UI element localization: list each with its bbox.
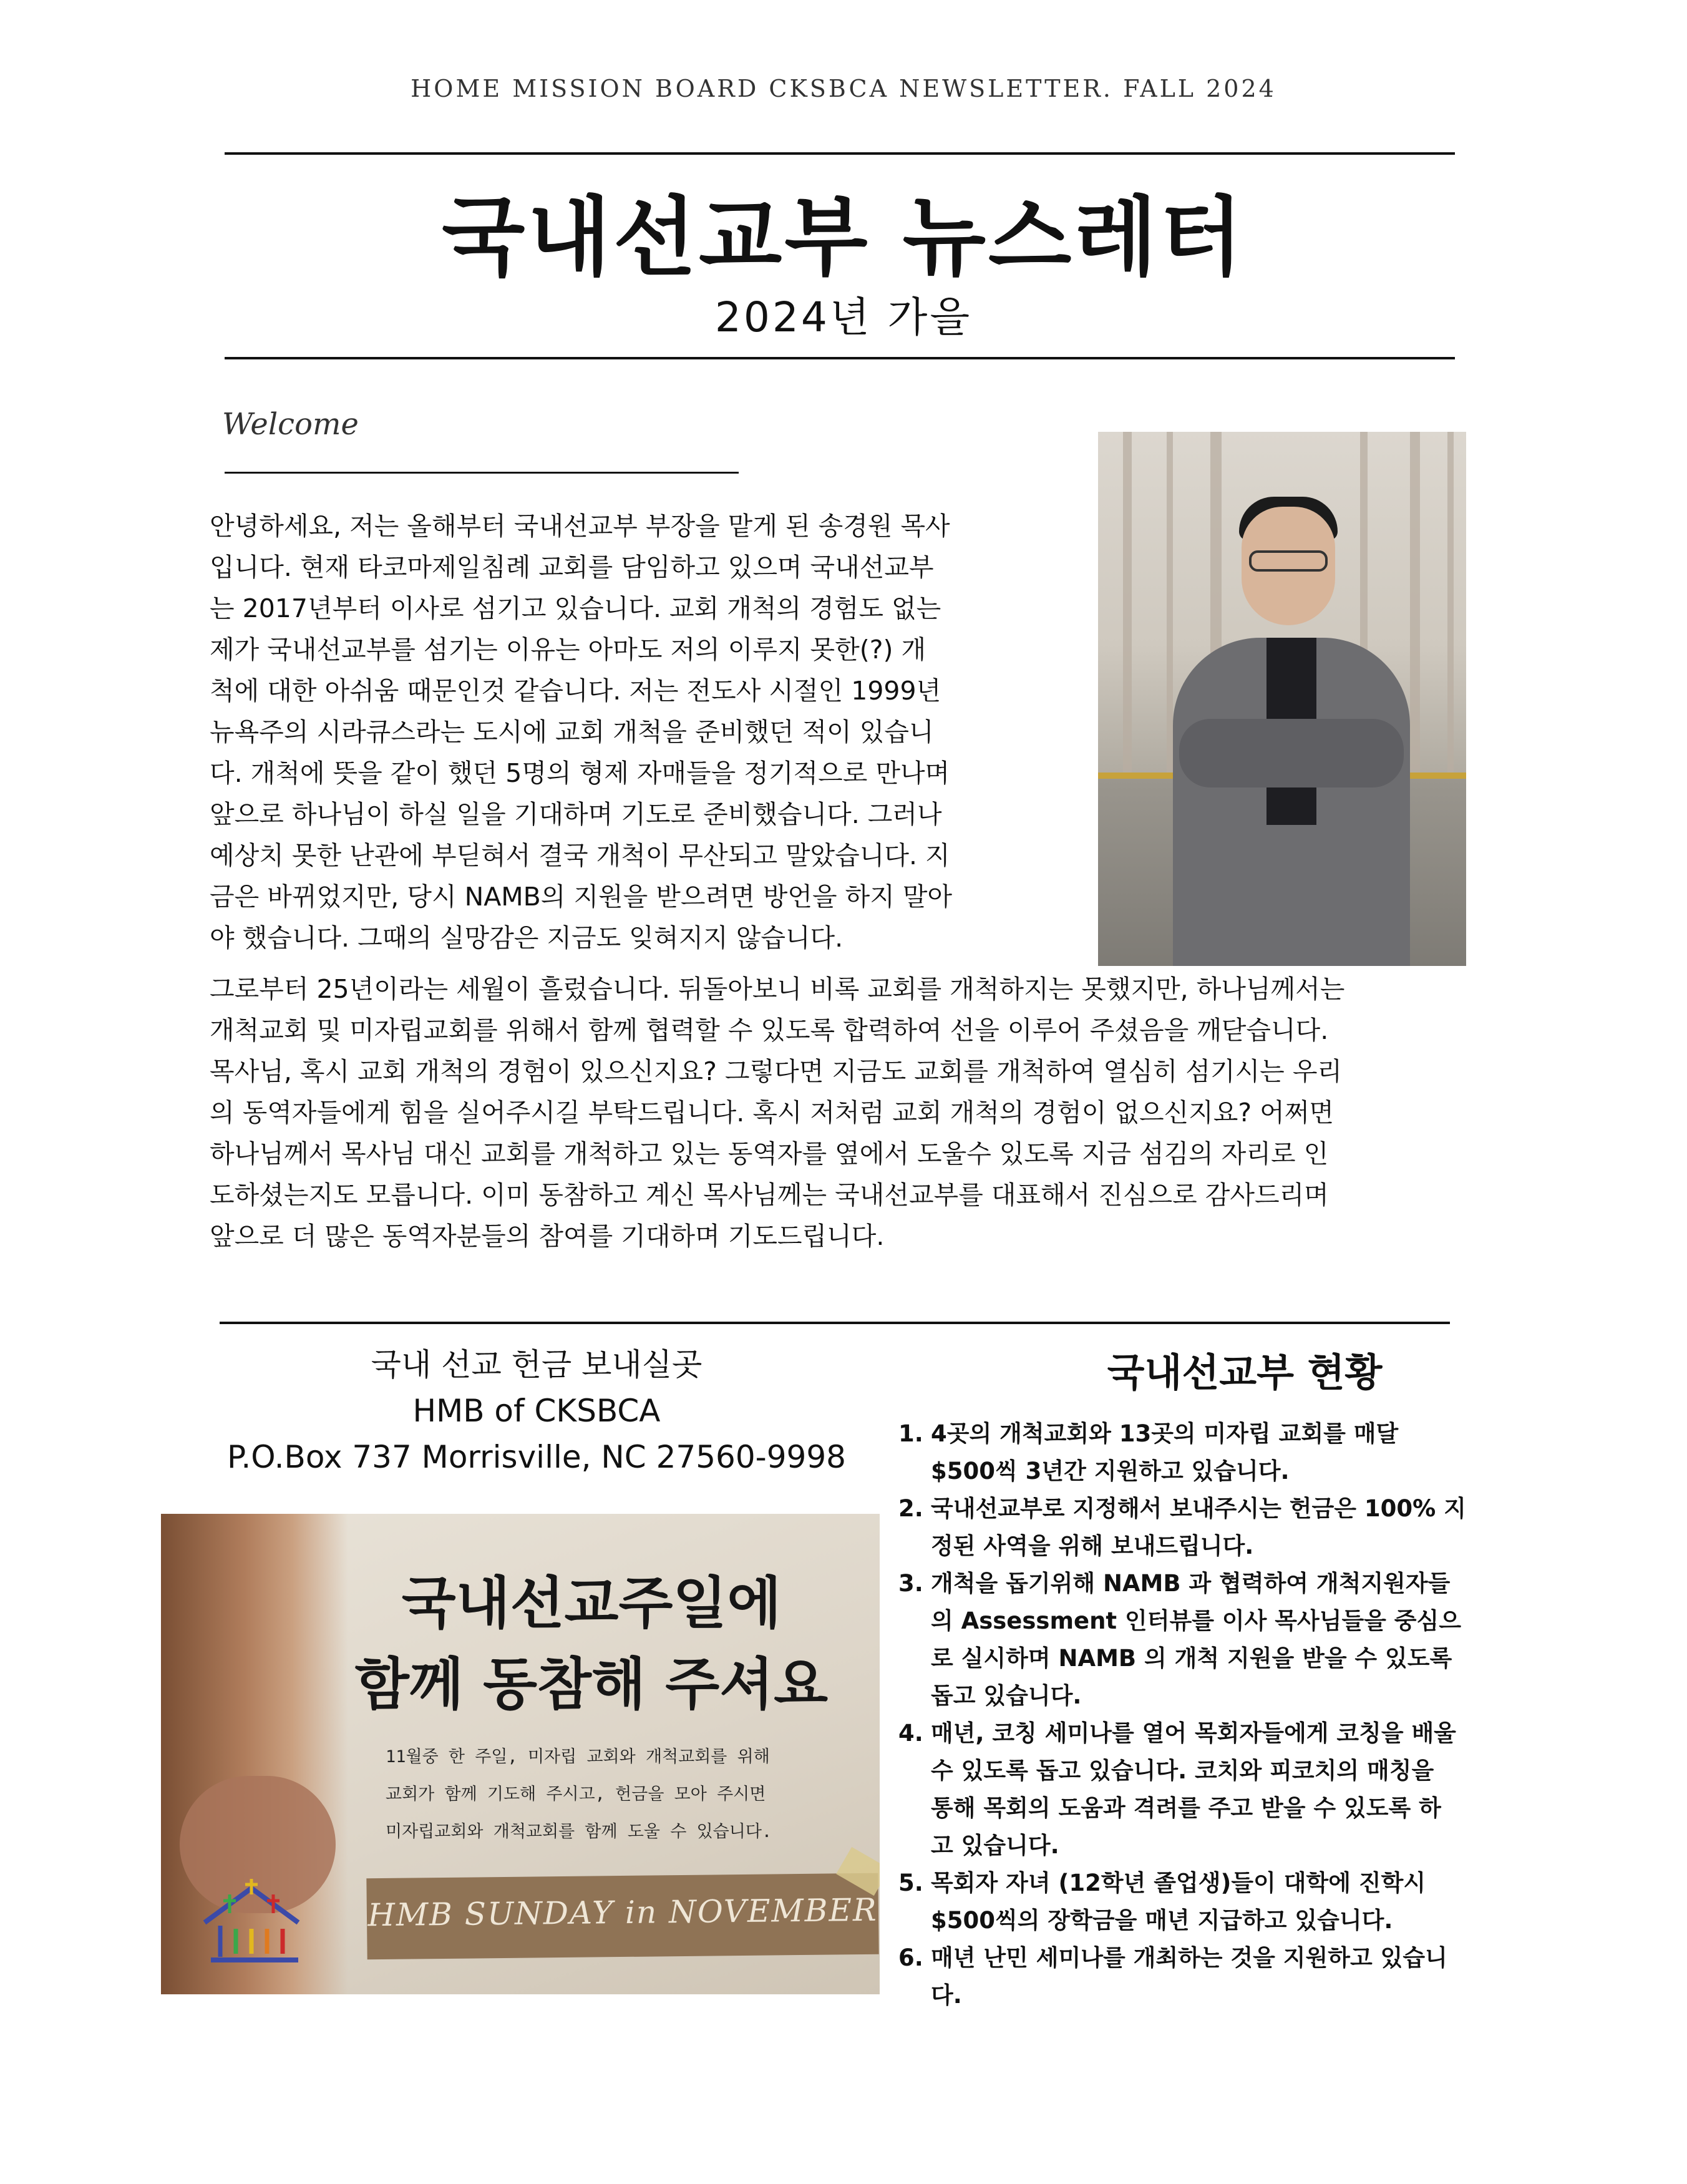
status-item [898,1865,1535,1939]
status-item-line: 매년, 코칭 세미나를 열어 목회자들에게 코칭을 배울 [931,1720,1456,1747]
intro-line: 다. 개척에 뜻을 같이 했던 5명의 형제 자매들을 정기적으로 만나며 [210,758,950,788]
poster-banner-text: HMB SUNDAY in NOVEMBER [367,1891,878,1934]
status-item-line: $500씩의 장학금을 매년 지급하고 있습니다. [931,1907,1393,1934]
status-item-number: 6. [898,1944,923,1971]
status-item-line: 고 있습니다. [931,1832,1059,1859]
status-item-line: 목회자 자녀 (12학년 졸업생)들이 대학에 진학시 [931,1870,1426,1896]
poster-body-line: 교회가 함께 기도해 주시고, 헌금을 모아 주시면 [386,1785,766,1804]
main-line: 하나님께서 목사님 대신 교회를 개척하고 있는 동역자를 옆에서 도울수 있도록 지금 섬김의 자리로 인 [210,1139,1329,1169]
intro-line: 척에 대한 아쉬움 때문인것 같습니다. 저는 전도사 시절인 1999년 [210,676,941,706]
intro-line: 앞으로 하나님이 하실 일을 기대하며 기도로 준비했습니다. 그러나 [210,799,942,829]
status-item-line: 돕고 있습니다. [931,1682,1082,1709]
pastor-photo [1098,432,1466,966]
poster-body-line: 미자립교회와 개척교회를 함께 도울 수 있습니다. [386,1822,772,1841]
status-item-number: 1. [898,1420,923,1447]
status-item-line: 정된 사역을 위해 보내드립니다. [931,1533,1254,1559]
top-rule [225,152,1455,155]
status-item-line: 국내선교부로 지정해서 보내주시는 헌금은 100% 지 [931,1495,1466,1522]
poster-banner [366,1873,878,1960]
status-item-line: $500씩 3년간 지원하고 있습니다. [931,1458,1290,1484]
status-item [898,1490,1535,1565]
poster-title-line2: 함께 동참해 주셔요 [354,1652,829,1717]
masthead: HOME MISSION BOARD CKSBCA NEWSLETTER. FALL 2024 [411,75,1276,102]
donation-heading: 국내 선교 헌금 보내실곳 [371,1347,703,1383]
status-item-number: 5. [898,1870,923,1896]
status-item-number: 4. [898,1720,923,1747]
main-line: 개척교회 및 미자립교회를 위해서 함께 협력할 수 있도록 합력하여 선을 이루어 주셨음을 깨닫습니다. [210,1015,1329,1045]
main-line: 목사님, 혹시 교회 개척의 경험이 있으신지요? 그렇다면 지금도 교회를 개척하여 열심히 섬기시는 우리 [210,1056,1343,1086]
section-rule [220,1322,1450,1324]
intro-line: 입니다. 현재 타코마제일침례 교회를 담임하고 있으며 국내선교부 [210,552,934,582]
welcome-main-text [210,968,1501,1257]
donation-info [200,1342,873,1480]
status-item-line: 4곳의 개척교회와 13곳의 미자립 교회를 매달 [931,1420,1399,1447]
status-item-number: 2. [898,1495,923,1522]
welcome-intro-text [210,505,1058,958]
status-item-line: 개척을 돕기위해 NAMB 과 협력하여 개척지원자들 [931,1570,1451,1597]
main-line: 의 동역자들에게 힘을 실어주시길 부탁드립니다. 혹시 저처럼 교회 개척의 경험이 없으신지요? 어쩌면 [210,1098,1334,1128]
main-line: 도하셨는지도 모릅니다. 이미 동참하고 계신 목사님께는 국내선교부를 대표해서 진심으로 감사드리며 [210,1180,1329,1210]
status-item [898,1715,1535,1865]
intro-line: 뉴욕주의 시라큐스라는 도시에 교회 개척을 준비했던 적이 있습니 [210,717,934,747]
status-item [898,1939,1535,2014]
main-line: 앞으로 더 많은 동역자분들의 참여를 기대하며 기도드립니다. [210,1221,885,1251]
status-title: 국내선교부 현황 [1107,1350,1383,1395]
status-item [898,1565,1535,1715]
newsletter-title: 국내선교부 뉴스레터 [442,187,1245,288]
intro-line: 금은 바뀌었지만, 당시 NAMB의 지원을 받으려면 방언을 하지 말아 [210,882,953,912]
status-item-line: 의 Assessment 인터뷰를 이사 목사님들을 중심으 [931,1607,1462,1634]
intro-line: 야 했습니다. 그때의 실망감은 지금도 잊혀지지 않습니다. [210,923,843,953]
poster-title-line1: 국내선교주일에 [401,1571,782,1636]
poster-body-line: 11월중 한 주일, 미자립 교회와 개척교회를 위해 [386,1747,770,1767]
intro-line: 예상치 못한 난관에 부딛혀서 결국 개척이 무산되고 말았습니다. 지 [210,841,950,870]
status-item-number: 3. [898,1570,923,1597]
status-list [898,1415,1535,2014]
intro-line: 안녕하세요, 저는 올해부터 국내선교부 부장을 맡게 된 송경원 목사 [210,511,950,541]
status-item [898,1415,1535,1490]
donation-org: HMB of CKSBCA [412,1393,661,1429]
title-bottom-rule [225,357,1455,359]
welcome-rule [225,472,739,474]
donation-address: P.O.Box 737 Morrisville, NC 27560-9998 [227,1439,846,1475]
status-item-line: 통해 목회의 도움과 격려를 주고 받을 수 있도록 하 [931,1795,1441,1821]
intro-line: 제가 국내선교부를 섬기는 이유는 아마도 저의 이루지 못한(?) 개 [210,635,926,665]
status-item-line: 매년 난민 세미나를 개최하는 것을 지원하고 있습니 [931,1944,1447,1971]
status-item-line: 다. [931,1982,962,2009]
newsletter-subtitle: 2024년 가을 [714,293,973,341]
status-item-line: 로 실시하며 NAMB 의 개척 지원을 받을 수 있도록 [931,1645,1452,1672]
status-item-line: 수 있도록 돕고 있습니다. 코치와 피코치의 매칭을 [931,1757,1434,1784]
church-house-logo-icon [198,1876,304,1969]
intro-line: 는 2017년부터 이사로 섬기고 있습니다. 교회 개척의 경험도 없는 [210,593,941,623]
poster-body [386,1738,866,1851]
welcome-label: Welcome [222,407,359,442]
main-line: 그로부터 25년이라는 세월이 흘렀습니다. 뒤돌아보니 비록 교회를 개척하지는 못했지만, 하나님께서는 [210,974,1345,1004]
hmb-sunday-poster [161,1514,880,1994]
